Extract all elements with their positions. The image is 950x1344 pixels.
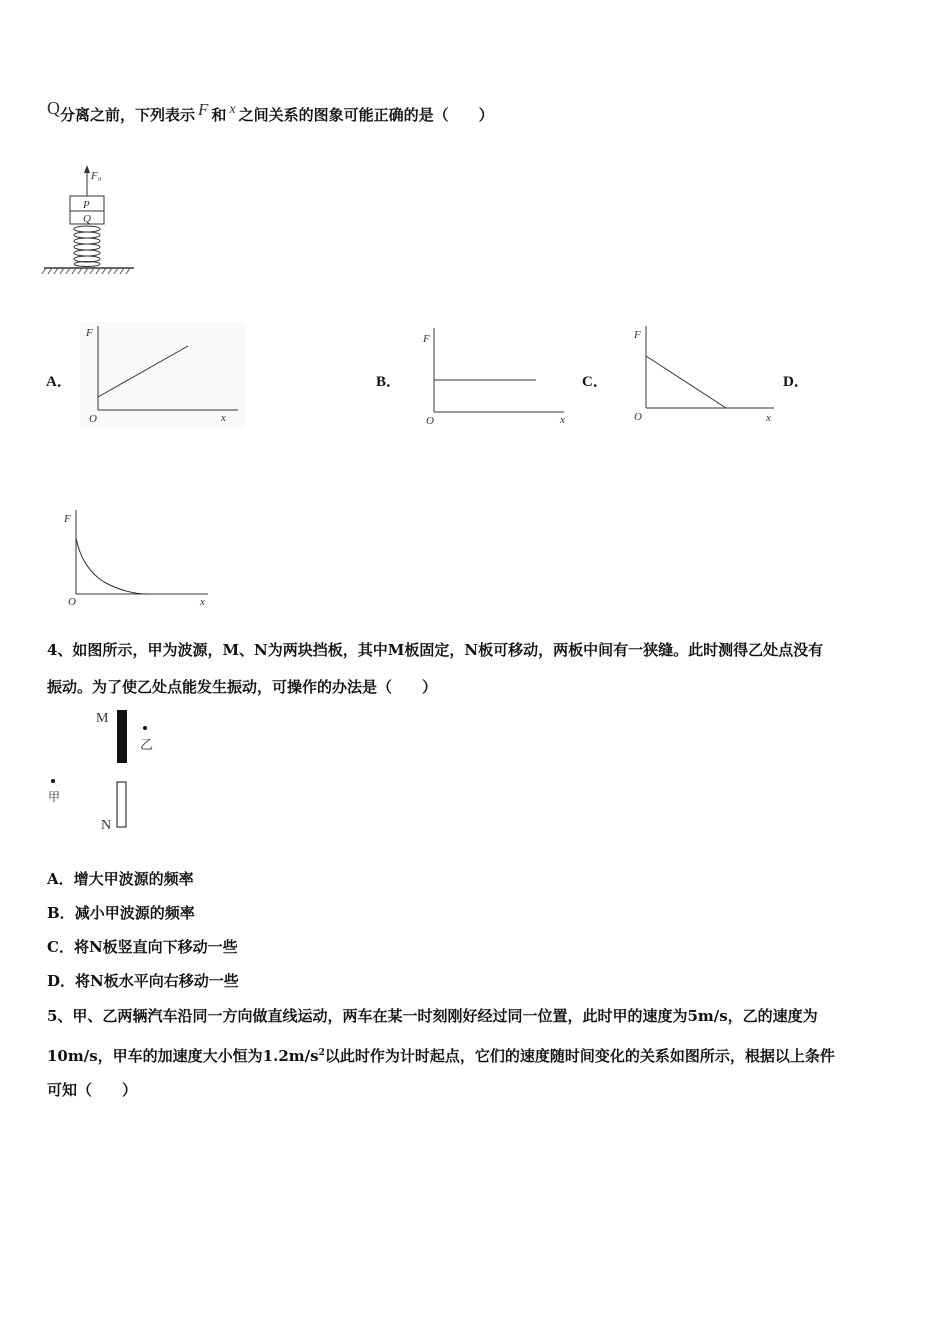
q3-graph-a [80,322,245,428]
ground-hatch [42,268,130,274]
q5-stem-line-3: 可知（ ） [47,1081,138,1099]
q4-stem-line-2: 振动。为了使乙处点能发生振动，可操作的办法是（ ） [47,678,438,696]
point-jia-dot [51,779,55,783]
q3-option-b-label[interactable]: B． [376,374,402,390]
q3-stem [47,98,494,127]
spring [74,226,100,267]
q4-option-b-text: 减小甲波源的频率 [74,904,195,922]
label-n: N [101,818,112,833]
q5-line2-b: 以此时作为计时起点，它们的速度随时间变化的关系如图所示，根据以上条件 [324,1047,835,1065]
q3-option-d-label[interactable]: D． [783,374,809,390]
q3-spring-figure [40,162,140,278]
q3-var-f: F [198,100,209,119]
point-yi-dot [143,726,147,730]
graph-b-origin: O [426,415,434,427]
force-arrow-head [84,165,90,173]
force-label: F₀ [91,170,102,182]
graph-b-y-label: F [423,333,430,345]
q5-stem-line-2 [47,1043,835,1066]
label-m: M [96,711,109,726]
block-p-label: P [83,199,90,211]
q4-option-b[interactable] [47,903,195,923]
graph-d-y-label: F [64,513,71,525]
label-jia: 甲 [48,790,61,804]
graph-c-line [646,356,726,408]
q4-option-c-text: 将N板竖直向下移动一些 [73,938,238,956]
graph-b-x-label: x [560,414,565,426]
q3-stem-text-2: 之间关系的图象可能正确的是（ ） [238,106,494,124]
graph-d-x-label: x [200,596,205,608]
q3-graph-d [60,506,215,610]
q3-graph-b [412,322,572,428]
q4-option-b-label: B． [47,904,75,922]
graph-a-x-label: x [221,412,226,424]
q4-wave-figure [40,704,180,836]
q4-stem-line-1: 4、如图所示，甲为波源，M、N为两块挡板，其中M板固定，N板可移动，两板中间有一狭缝。此时测得乙处点没有 [47,641,824,659]
q4-option-a-label: A． [47,870,74,888]
graph-a-origin: O [89,413,97,425]
graph-c-origin: O [634,411,642,423]
q3-option-c-label[interactable]: C． [582,374,608,390]
q3-stem-text-1: 分离之前，下列表示 [60,106,196,124]
q3-graph-c [614,322,779,428]
board-m [117,710,127,763]
q4-option-c[interactable] [47,937,238,957]
q3-letter-q: Q [47,98,60,118]
q4-option-a-text: 增大甲波源的频率 [73,870,194,888]
q5-stem-line-1: 5、甲、乙两辆汽车沿同一方向做直线运动，两车在某一时刻刚好经过同一位置，此时甲的速度为5m/s，乙的速度为 [47,1007,818,1025]
graph-c-x-label: x [766,412,771,424]
q3-option-a-label[interactable]: A． [46,374,72,390]
q4-option-d-label: D． [47,972,76,990]
q4-option-d-text: 将N板水平向右移动一些 [75,972,239,990]
graph-c-y-label: F [634,329,641,341]
label-yi: 乙 [140,737,154,752]
q5-line2-sup: 2 [318,1048,325,1058]
board-n[interactable] [117,782,126,827]
q3-stem-and: 和 [211,106,227,124]
q4-option-a[interactable] [47,869,194,889]
q4-option-c-label: C． [47,938,74,956]
q5-line2-a: 10m/s，甲车的加速度大小恒为1.2m/s [47,1047,319,1065]
graph-d-curve [76,538,148,594]
block-q-label: Q [83,213,91,225]
q4-option-d[interactable] [47,971,239,991]
q3-var-x: x [229,102,236,117]
graph-d-origin: O [68,596,76,608]
graph-a-y-label: F [86,327,93,339]
